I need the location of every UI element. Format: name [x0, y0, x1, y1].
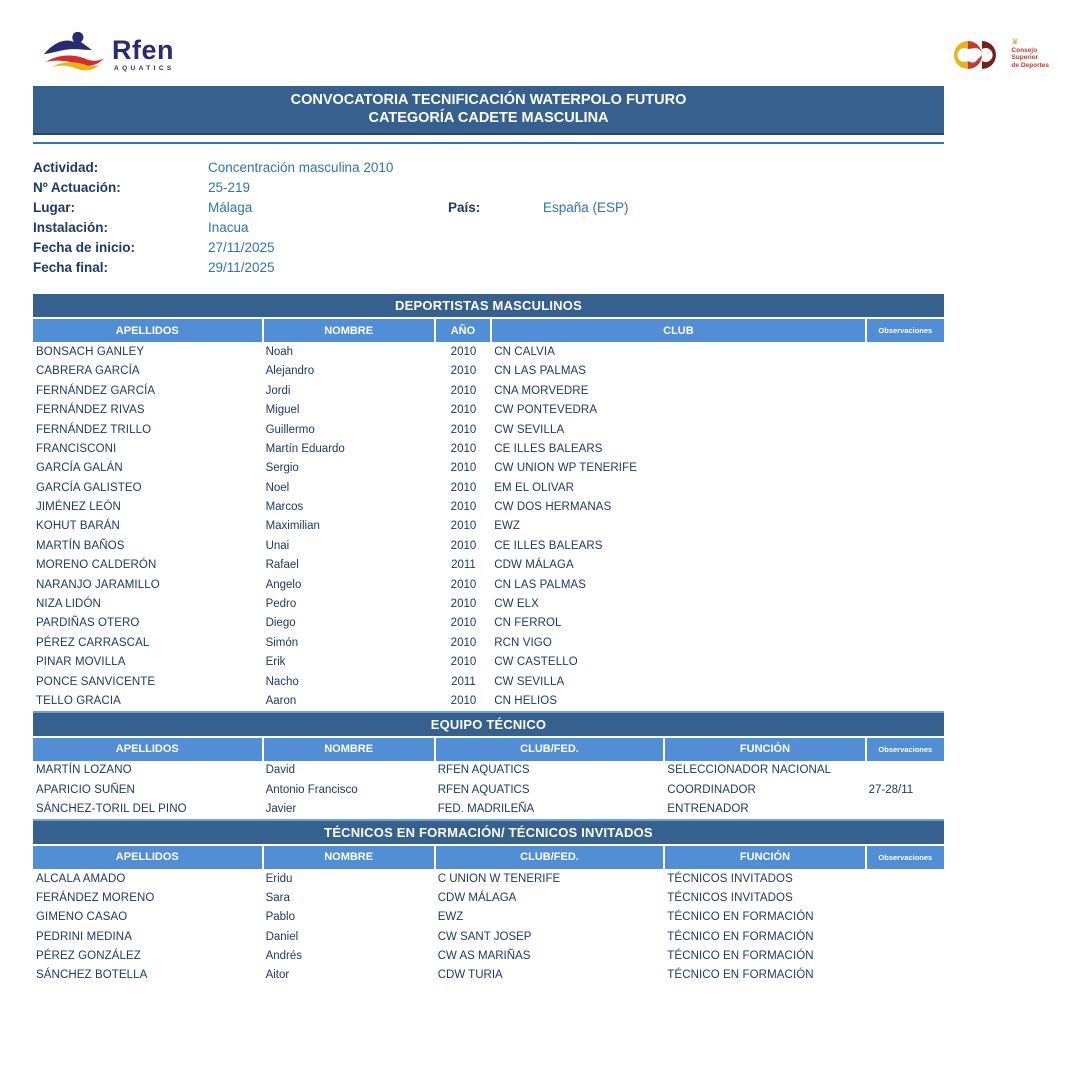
table-cell: TÉCNICOS INVITADOS [667, 891, 793, 904]
table-cell: SÁNCHEZ BOTELLA [36, 969, 148, 982]
table-cell: CN CALVIA [494, 345, 555, 358]
column-header: Observaciones [866, 738, 944, 761]
table-cell: 2010 [450, 617, 477, 630]
table-cell: PEDRINI MEDINA [36, 930, 132, 943]
section-deportistas [33, 294, 944, 710]
table-row [33, 459, 944, 478]
table-cell: ENTRENADOR [667, 803, 749, 816]
table-cell: 2010 [450, 365, 477, 378]
column-header: Observaciones [866, 319, 944, 342]
table-cell: Sergio [265, 462, 299, 475]
table-cell: KOHUT BARÁN [36, 520, 120, 533]
table-cell [866, 420, 944, 439]
table-cell: GARCÍA GALISTEO [36, 481, 142, 494]
table-cell: Nacho [265, 675, 299, 688]
table-cell: CN LAS PALMAS [494, 578, 587, 591]
table-cell [866, 400, 944, 419]
table-row [33, 439, 944, 458]
table-cell [866, 575, 944, 594]
table-cell: 2010 [450, 481, 477, 494]
table-cell: Guillermo [265, 423, 315, 436]
table-cell: Sara [265, 891, 290, 904]
table-row [33, 633, 944, 652]
table-cell: CW SEVILLA [494, 423, 565, 436]
table-cell [866, 761, 944, 780]
table-cell: PÉREZ CARRASCAL [36, 636, 150, 649]
table-cell: 2010 [450, 384, 477, 397]
table-cell: 2010 [450, 404, 477, 417]
table-cell: COORDINADOR [667, 783, 756, 796]
table-cell: MARTÍN LOZANO [36, 764, 132, 777]
table-cell: EWZ [494, 520, 521, 533]
rfen-logo [40, 28, 175, 81]
table-cell: 2010 [450, 598, 477, 611]
info-label: Lugar: [33, 199, 75, 215]
table-cell [866, 362, 944, 381]
table-cell [866, 927, 944, 946]
table-cell: APARICIO SUÑEN [36, 783, 135, 796]
table-cell: MORENO CALDERÓN [36, 559, 157, 572]
table-header-row [33, 319, 944, 342]
column-header: CLUB/FED. [435, 738, 665, 761]
table-cell: Alejandro [265, 365, 315, 378]
table-row [33, 478, 944, 497]
table-cell: RFEN AQUATICS [437, 783, 530, 796]
table-cell: Aaron [265, 694, 297, 707]
info-label: Actividad: [33, 159, 99, 175]
table-cell: 2010 [450, 423, 477, 436]
table-cell: TÉCNICOS INVITADOS [667, 872, 793, 885]
table-row [33, 420, 944, 439]
table-cell: C UNION W TENERIFE [437, 872, 561, 885]
table-cell [866, 691, 944, 710]
table-cell [866, 946, 944, 965]
table-cell: SELECCIONADOR NACIONAL [667, 764, 832, 777]
table-cell: Pedro [265, 598, 297, 611]
table-cell: Marcos [265, 501, 304, 514]
csd-line-3: de Deportes [1011, 61, 1049, 69]
table-cell: Noel [265, 481, 290, 494]
table-row [33, 594, 944, 613]
table-cell: CDW TURIA [437, 969, 503, 982]
equipo-tecnico-table [33, 738, 944, 819]
table-cell [866, 908, 944, 927]
table-cell: NARANJO JARAMILLO [36, 578, 160, 591]
table-cell: 2010 [450, 462, 477, 475]
table-cell: CABRERA GARCÍA [36, 365, 140, 378]
table-cell: Simón [265, 636, 299, 649]
table-cell: 2010 [450, 578, 477, 591]
table-cell: CW CASTELLO [494, 656, 578, 669]
table-cell: FRANCISCONI [36, 442, 117, 455]
table-cell: CW PONTEVEDRA [494, 404, 598, 417]
info-label: Instalación: [33, 219, 109, 235]
table-cell [866, 497, 944, 516]
table-cell: NIZA LIDÓN [36, 598, 101, 611]
table-cell: Angelo [265, 578, 302, 591]
table-cell: TÉCNICO EN FORMACIÓN [667, 969, 814, 982]
table-cell: EWZ [437, 911, 464, 924]
table-cell: CW ELX [494, 598, 539, 611]
table-row [33, 575, 944, 594]
table-cell: ALCALA AMADO [36, 872, 126, 885]
table-cell: Pablo [265, 911, 295, 924]
table-row [33, 381, 944, 400]
info-value: Inacua [208, 219, 249, 235]
title-divider [33, 142, 944, 144]
section-equipo-tecnico [33, 711, 944, 819]
table-row [33, 400, 944, 419]
table-row [33, 691, 944, 710]
info-row-fecha-inicio [33, 237, 944, 257]
table-cell: CE ILLES BALEARS [494, 539, 603, 552]
info-label: Fecha final: [33, 259, 109, 275]
table-cell [866, 459, 944, 478]
table-row [33, 780, 944, 799]
table-cell: FERNÁNDEZ GARCÍA [36, 384, 156, 397]
table-cell: CW SEVILLA [494, 675, 565, 688]
table-cell [866, 478, 944, 497]
table-cell [866, 633, 944, 652]
table-cell: David [265, 764, 295, 777]
csd-text [1011, 38, 1049, 69]
table-cell: TÉCNICO EN FORMACIÓN [667, 950, 814, 963]
table-cell: 2011 [451, 559, 476, 572]
info-value: Concentración masculina 2010 [208, 159, 394, 175]
table-cell [866, 342, 944, 361]
table-cell [866, 594, 944, 613]
activity-info [33, 157, 944, 277]
table-cell: CDW MÁLAGA [437, 891, 517, 904]
table-cell: Eridu [265, 872, 293, 885]
table-cell [866, 888, 944, 907]
column-header: NOMBRE [263, 738, 435, 761]
section-title-tecnicos-formacion: TÉCNICOS EN FORMACIÓN/ TÉCNICOS INVITADOS [33, 819, 944, 844]
table-cell: CW AS MARIÑAS [437, 950, 531, 963]
table-cell: Jordi [265, 384, 291, 397]
column-header: APELLIDOS [33, 319, 263, 342]
csd-mark-icon [944, 34, 1006, 81]
table-cell: Miguel [265, 404, 300, 417]
title-line-2: CATEGORÍA CADETE MASCULINA [368, 110, 609, 127]
table-row [33, 614, 944, 633]
csd-line-1: Consejo [1011, 47, 1038, 54]
table-cell: Aitor [265, 969, 290, 982]
table-row [33, 927, 944, 946]
table-cell [866, 869, 944, 888]
table-cell: CN LAS PALMAS [494, 365, 587, 378]
table-row [33, 517, 944, 536]
rfen-name: Rfen [112, 34, 174, 65]
table-cell: Erik [265, 656, 286, 669]
info-value: Málaga [208, 199, 253, 215]
table-cell: Martín Eduardo [265, 442, 345, 455]
table-cell: Rafael [265, 559, 299, 572]
crown-icon: ♛ [1011, 37, 1019, 46]
table-cell: JIMÉNEZ LEÓN [36, 501, 121, 514]
table-cell: 2010 [450, 442, 477, 455]
table-cell: TÉCNICO EN FORMACIÓN [667, 930, 814, 943]
table-cell: FERÁNDEZ MORENO [36, 891, 155, 904]
document-title [33, 86, 944, 135]
table-cell: FED. MADRILEÑA [437, 803, 535, 816]
table-cell: Javier [265, 803, 297, 816]
column-header: CLUB [491, 319, 865, 342]
table-cell: CNA MORVEDRE [494, 384, 589, 397]
info-label-pais: País: [448, 199, 481, 215]
column-header: NOMBRE [263, 846, 435, 869]
table-row [33, 653, 944, 672]
table-row [33, 966, 944, 985]
deportistas-table [33, 319, 944, 710]
section-title-deportistas: DEPORTISTAS MASCULINOS [33, 294, 944, 317]
table-cell: RFEN AQUATICS [437, 764, 530, 777]
table-cell: CN HELIOS [494, 694, 558, 707]
table-cell: CDW MÁLAGA [494, 559, 574, 572]
table-cell: EM EL OLIVAR [494, 481, 575, 494]
csd-line-2: Superior [1011, 54, 1039, 62]
info-row-lugar [33, 197, 944, 217]
table-cell: 2010 [450, 345, 477, 358]
section-tecnicos-formacion [33, 819, 944, 985]
table-cell: CW SANT JOSEP [437, 930, 532, 943]
table-cell: TÉCNICO EN FORMACIÓN [667, 911, 814, 924]
rfen-wordmark [112, 34, 175, 73]
table-cell: TELLO GRACIA [36, 694, 121, 707]
table-cell: Unai [265, 539, 290, 552]
rfen-swimmer-icon [40, 28, 106, 81]
table-cell [866, 653, 944, 672]
table-cell: Andrés [265, 950, 302, 963]
table-cell [866, 556, 944, 575]
table-cell [866, 966, 944, 985]
table-row [33, 869, 944, 888]
table-cell: 2011 [451, 675, 476, 688]
table-cell: BONSACH GANLEY [36, 345, 145, 358]
info-value: 29/11/2025 [208, 259, 275, 275]
table-row [33, 761, 944, 780]
table-cell: 2010 [450, 539, 477, 552]
table-row [33, 672, 944, 691]
table-cell: SÁNCHEZ-TORIL DEL PINO [36, 803, 187, 816]
table-cell [866, 614, 944, 633]
table-row [33, 888, 944, 907]
table-cell: PINAR MOVILLA [36, 656, 126, 669]
table-cell: Daniel [265, 930, 299, 943]
column-header: NOMBRE [263, 319, 435, 342]
table-cell: Diego [265, 617, 296, 630]
table-cell [866, 439, 944, 458]
page-header [0, 0, 1091, 82]
table-cell [866, 536, 944, 555]
table-row [33, 556, 944, 575]
table-cell: 2010 [450, 656, 477, 669]
table-row [33, 799, 944, 818]
info-row-fecha-final [33, 257, 944, 277]
table-cell: FERNÁNDEZ RIVAS [36, 404, 145, 417]
column-header: FUNCIÓN [664, 846, 865, 869]
table-cell: 2010 [450, 520, 477, 533]
table-cell [866, 381, 944, 400]
table-header-row [33, 738, 944, 761]
info-value: 25-219 [208, 179, 251, 195]
info-label: Nº Actuación: [33, 179, 121, 195]
column-header: FUNCIÓN [664, 738, 865, 761]
table-row [33, 497, 944, 516]
table-cell [866, 672, 944, 691]
table-cell: CN FERROL [494, 617, 562, 630]
table-cell: CW DOS HERMANAS [494, 501, 612, 514]
table-cell: MARTÍN BAÑOS [36, 539, 125, 552]
table-cell: 2010 [450, 694, 477, 707]
table-cell: GIMENO CASAO [36, 911, 128, 924]
table-cell: FERNÁNDEZ TRILLO [36, 423, 152, 436]
table-row [33, 946, 944, 965]
table-row [33, 536, 944, 555]
table-cell: PÉREZ GONZÁLEZ [36, 950, 141, 963]
tecnicos-formacion-table [33, 846, 944, 985]
info-row-instalacion [33, 217, 944, 237]
column-header: AÑO [435, 319, 491, 342]
table-cell: Noah [265, 345, 294, 358]
table-cell: Maximilian [265, 520, 320, 533]
document-content [33, 86, 944, 985]
column-header: APELLIDOS [33, 738, 263, 761]
table-row [33, 342, 944, 361]
info-label: Fecha de inicio: [33, 239, 136, 255]
table-row [33, 908, 944, 927]
rfen-subtitle: AQUATICS [114, 64, 175, 72]
table-cell [866, 799, 944, 818]
table-cell: Antonio Francisco [265, 783, 358, 796]
table-cell: CE ILLES BALEARS [494, 442, 603, 455]
column-header: CLUB/FED. [435, 846, 665, 869]
table-cell: 27-28/11 [868, 783, 914, 796]
info-row-actividad [33, 157, 944, 177]
column-header: Observaciones [866, 846, 944, 869]
csd-logo [944, 34, 1049, 81]
info-value-pais: España (ESP) [543, 199, 629, 215]
title-line-1: CONVOCATORIA TECNIFICACIÓN WATERPOLO FUTURO [290, 92, 687, 108]
table-cell: GARCÍA GALÁN [36, 462, 123, 475]
section-title-equipo-tecnico: EQUIPO TÉCNICO [33, 711, 944, 736]
info-value: 27/11/2025 [208, 239, 275, 255]
table-cell: CW UNION WP TENERIFE [494, 462, 637, 475]
table-row [33, 362, 944, 381]
table-header-row [33, 846, 944, 869]
table-cell: 2010 [450, 636, 477, 649]
table-cell: RCN VIGO [494, 636, 552, 649]
table-cell: 2010 [450, 501, 477, 514]
table-cell: PONCE SANVICENTE [36, 675, 156, 688]
table-cell: PARDIÑAS OTERO [36, 617, 140, 630]
table-cell [866, 517, 944, 536]
column-header: APELLIDOS [33, 846, 263, 869]
info-row-actuacion [33, 177, 944, 197]
